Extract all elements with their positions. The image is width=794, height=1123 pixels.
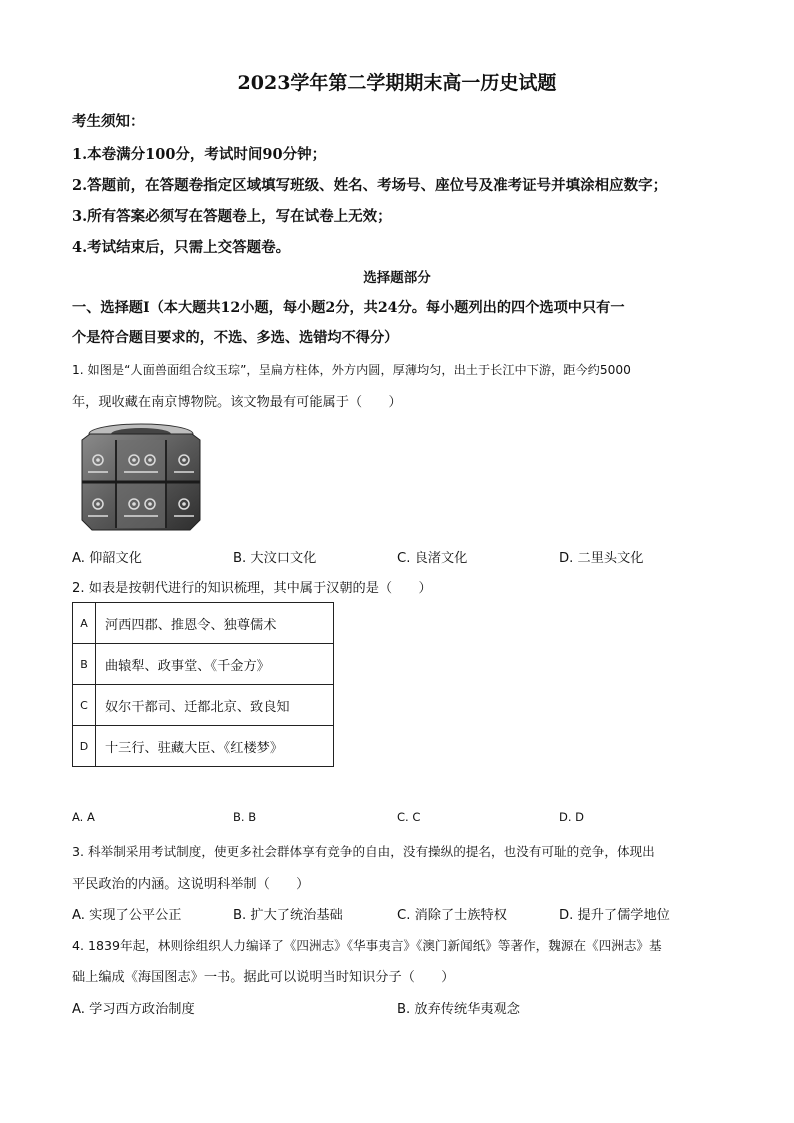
- q3-option-b: B. 扩大了统治基础: [233, 908, 343, 923]
- row-value: 十三行、驻藏大臣、《红楼梦》: [96, 726, 334, 767]
- notice-item: 3.所有答案必须写在答题卷上，写在试卷上无效；: [72, 208, 392, 225]
- table-row: [73, 685, 334, 726]
- question-4-line: 础上编成《海国图志》一书。据此可以说明当时知识分子（ ）: [72, 970, 455, 985]
- row-key: B: [73, 644, 96, 685]
- notice-item: 2.答题前，在答题卷指定区域填写班级、姓名、考场号、座位号及准考证号并填涂相应数字；: [72, 177, 668, 194]
- section-intro-line: 个是符合题目要求的，不选、多选、选错均不得分）: [72, 330, 399, 346]
- row-value: 河西四郡、推恩令、独尊儒术: [96, 603, 334, 644]
- q2-option-d: D. D: [559, 810, 585, 824]
- notice-item: 4.考试结束后，只需上交答题卷。: [72, 239, 291, 256]
- q3-option-d: D. 提升了儒学地位: [559, 908, 670, 923]
- q3-option-a: A. 实现了公平公正: [72, 908, 182, 923]
- page-title: 2023学年第二学期期末高一历史试题: [237, 72, 557, 94]
- question-3-line: 3. 科举制采用考试制度，使更多社会群体享有竞争的自由，没有操纵的提名，也没有可耻的竞争，体现出: [72, 844, 655, 859]
- question-4-line: 4. 1839年起，林则徐组织人力编译了《四洲志》《华事夷言》《澳门新闻纸》等著作，魏源在《四洲志》基: [72, 938, 662, 953]
- knowledge-table: [72, 602, 334, 767]
- table-row: [73, 603, 334, 644]
- q1-option-c: C. 良渚文化: [397, 551, 468, 566]
- notice-heading: 考生须知：: [72, 113, 145, 130]
- table-row: [73, 726, 334, 767]
- row-value: 曲辕犁、政事堂、《千金方》: [96, 644, 334, 685]
- row-key: C: [73, 685, 96, 726]
- row-key: A: [73, 603, 96, 644]
- row-value: 奴尔干都司、迁都北京、致良知: [96, 685, 334, 726]
- question-1-line: 1. 如图是“人面兽面组合纹玉琮”，呈扁方柱体，外方内圆，厚薄均匀，出土于长江中下游，距今约5000: [72, 363, 631, 377]
- question-3-line: 平民政治的内涵。这说明科举制（ ）: [72, 877, 310, 892]
- section-title: 选择题部分: [363, 270, 431, 286]
- q2-option-c: C. C: [397, 810, 421, 824]
- row-key: D: [73, 726, 96, 767]
- q1-option-a: A. 仰韶文化: [72, 551, 142, 566]
- q4-option-a: A. 学习西方政治制度: [72, 1002, 195, 1017]
- q4-option-b: B. 放弃传统华夷观念: [397, 1002, 520, 1017]
- q2-option-a: A. A: [72, 810, 95, 824]
- question-2-stem: 2. 如表是按朝代进行的知识梳理，其中属于汉朝的是（ ）: [72, 581, 432, 596]
- q2-option-b: B. B: [233, 810, 257, 824]
- notice-item: 1.本卷满分100分，考试时间90分钟；: [72, 146, 327, 163]
- q3-option-c: C. 消除了士族特权: [397, 908, 507, 923]
- q1-option-b: B. 大汶口文化: [233, 551, 317, 566]
- q1-option-d: D. 二里头文化: [559, 551, 644, 566]
- jade-cong-image: [76, 420, 206, 535]
- question-1-line: 年，现收藏在南京博物院。该文物最有可能属于（ ）: [72, 395, 402, 410]
- table-row: [73, 644, 334, 685]
- section-intro-line: 一、选择题Ⅰ（本大题共12小题，每小题2分，共24分。每小题列出的四个选项中只有一: [72, 300, 625, 316]
